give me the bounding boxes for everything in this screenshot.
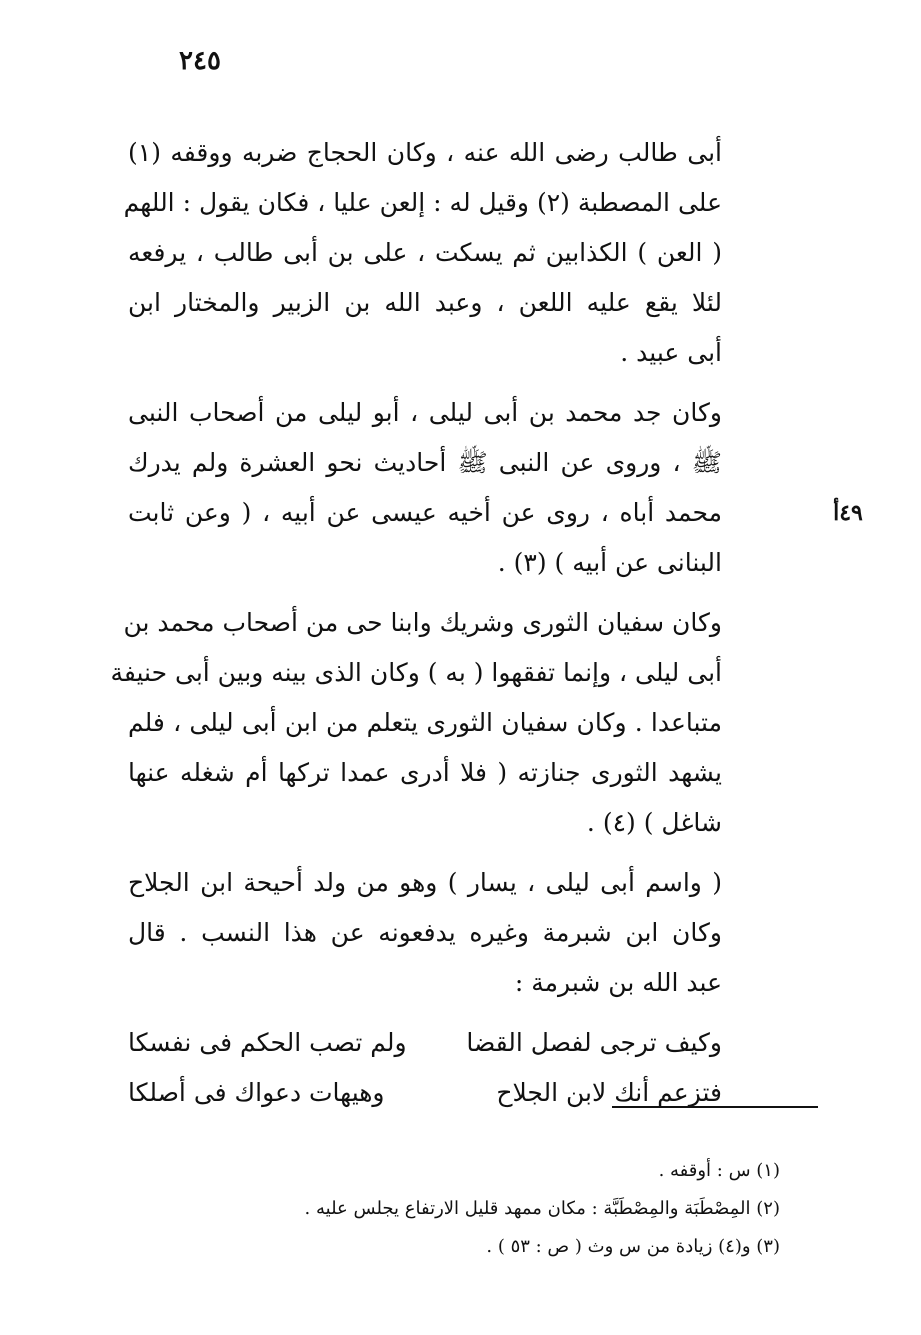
main-text xyxy=(110,128,722,1128)
footnote: (٣) و(٤) زيادة من س وث ( ص : ٥٣ ) . xyxy=(486,1236,780,1257)
paragraph xyxy=(128,858,722,1008)
text-line: ( واسم أبى ليلى ، يسار ) وهو من ولد أحيحة ابن الجلاح xyxy=(128,868,722,897)
poem-hemistich-first: فتزعم أنك لابن الجلاح xyxy=(496,1078,722,1107)
poem-verse xyxy=(128,1068,722,1118)
text-line: وكان ابن شبرمة وغيره يدفعونه عن هذا النسب . قال xyxy=(128,918,722,947)
margin-reference: ٤٩أ xyxy=(833,500,863,526)
text-line: على المصطبة (٢) وقيل له : إلعن عليا ، فكان يقول : اللهم xyxy=(123,188,722,217)
paragraph xyxy=(110,598,722,848)
page-number: ٢٤٥ xyxy=(179,46,221,76)
text-line: يشهد الثورى جنازته ( فلا أدرى عمدا تركها أم شغله عنها xyxy=(128,758,722,787)
paragraph xyxy=(128,388,722,588)
footnotes xyxy=(240,1152,780,1266)
poem xyxy=(128,1018,722,1118)
text-line: أبى طالب رضى الله عنه ، وكان الحجاج ضربه ووقفه (١) xyxy=(128,138,722,167)
text-line: ( العن ) الكذابين ثم يسكت ، على بن أبى طالب ، يرفعه xyxy=(128,238,722,267)
footnote: (٢) المِصْطَبَة والمِصْطَبَّة : مكان ممهد قليل الارتفاع يجلس عليه . xyxy=(304,1198,780,1219)
text-line: أبى عبيد . xyxy=(620,338,722,367)
text-line: البنانى عن أبيه ) (٣) . xyxy=(497,548,722,577)
text-line: محمد أباه ، روى عن أخيه عيسى عن أبيه ، ( وعن ثابت xyxy=(128,498,722,527)
text-line: أبى ليلى ، وإنما تفقهوا ( به ) وكان الذى بينه وبين أبى حنيفة xyxy=(110,658,722,687)
text-line: متباعدا . وكان سفيان الثورى يتعلم من ابن أبى ليلى ، فلم xyxy=(128,708,722,737)
text-line: ﷺ ، وروى عن النبى ﷺ أحاديث نحو العشرة ولم يدرك xyxy=(128,448,722,477)
footnote: (١) س : أوقفه . xyxy=(658,1160,780,1181)
text-line: عبد الله بن شبرمة : xyxy=(514,968,722,997)
text-line: وكان سفيان الثورى وشريك وابنا حى من أصحاب محمد بن xyxy=(123,608,722,637)
text-line: شاغل ) (٤) . xyxy=(586,808,722,837)
poem-hemistich-second: وهيهات دعواك فى أصلكا xyxy=(128,1078,385,1107)
poem-hemistich-first: وكيف ترجى لفصل القضا xyxy=(466,1028,722,1057)
poem-hemistich-second: ولم تصب الحكم فى نفسكا xyxy=(128,1028,407,1057)
poem-verse xyxy=(128,1018,722,1068)
footnote-divider xyxy=(612,1106,818,1108)
text-line: لئلا يقع عليه اللعن ، وعبد الله بن الزبير والمختار ابن xyxy=(128,288,722,317)
paragraph xyxy=(123,128,722,378)
text-line: وكان جد محمد بن أبى ليلى ، أبو ليلى من أصحاب النبى xyxy=(128,398,722,427)
